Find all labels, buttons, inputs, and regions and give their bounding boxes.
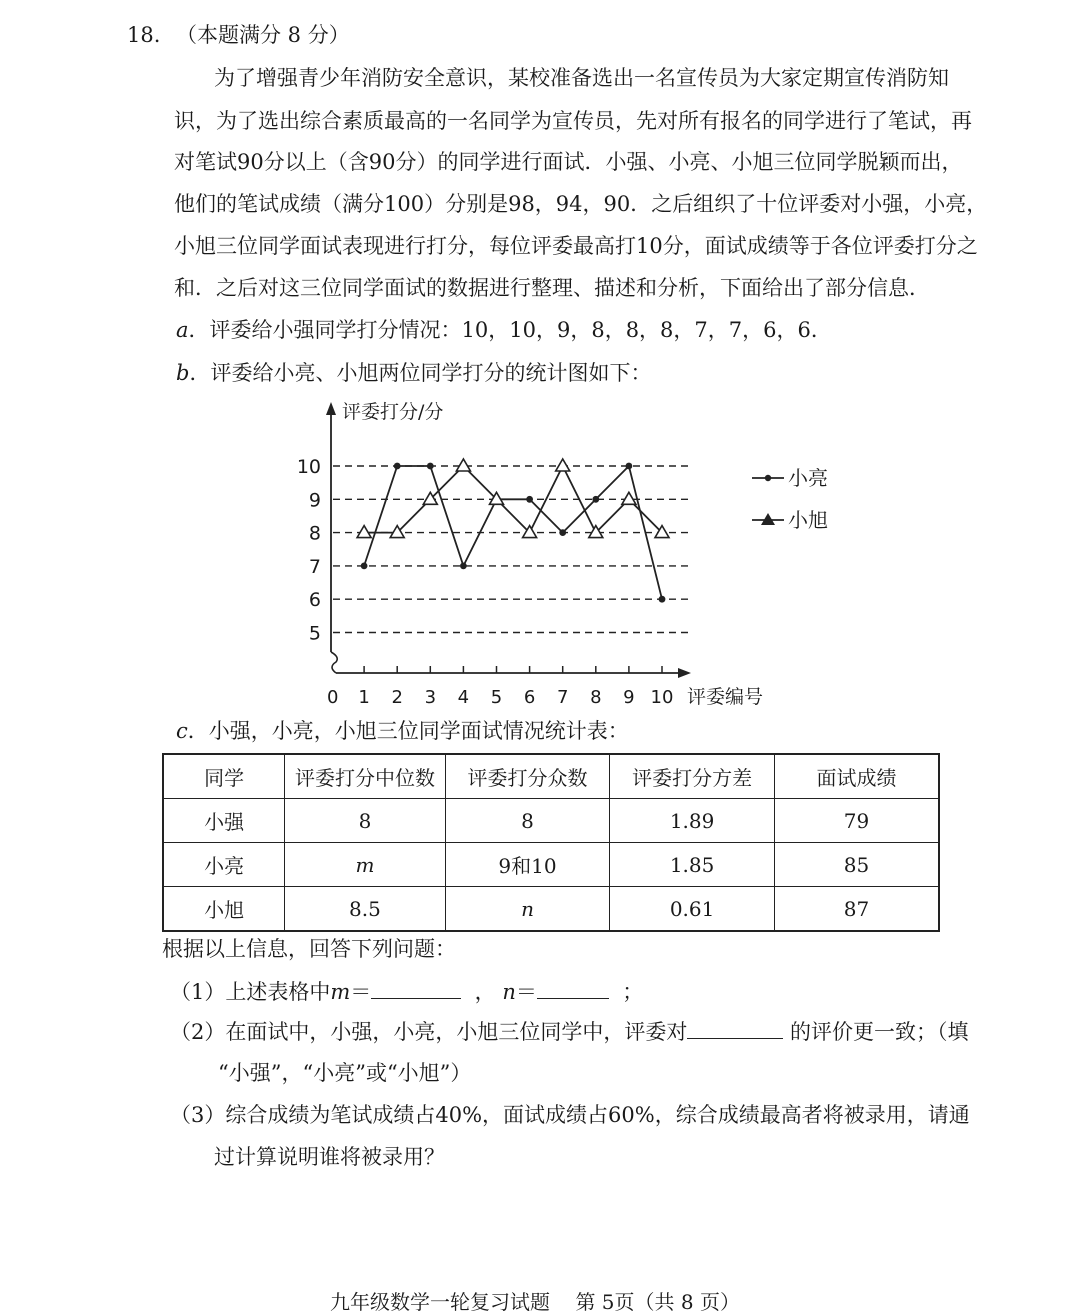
q1-prefix: （1）上述表格中 <box>170 980 331 1004</box>
table-row <box>163 799 939 843</box>
item-c-text: ．小强，小亮，小旭三位同学面试情况统计表： <box>187 719 629 743</box>
x-tick-label: 3 <box>424 687 437 708</box>
legend-label-xiaoxu: 小旭 <box>788 508 828 532</box>
table-row <box>163 887 939 932</box>
x-axis-arrow <box>678 668 691 678</box>
x-tick-label: 1 <box>358 687 370 708</box>
q1-eq-2: ＝ <box>515 980 537 1004</box>
table-header-cell: 评委打分中位数 <box>285 754 446 799</box>
table-header-cell: 评委打分众数 <box>445 754 610 799</box>
score-note: （本题满分 8 分） <box>176 23 350 47</box>
data-point-xiaoliang <box>394 463 401 470</box>
data-point-xiaoxu <box>456 459 470 471</box>
chart-grid <box>333 466 692 633</box>
item-c <box>176 710 629 753</box>
x-tick-label: 7 <box>556 687 569 708</box>
y-tick-label: 5 <box>308 622 321 645</box>
data-point-xiaoliang <box>559 529 566 536</box>
stats-table <box>162 753 940 932</box>
legend-marker-triangle <box>761 513 775 525</box>
table-cell: 8 <box>445 799 610 843</box>
data-point-xiaoliang <box>659 596 666 603</box>
y-axis-label: 评委打分/分 <box>342 401 444 423</box>
table-cell: n <box>445 887 610 932</box>
data-point-xiaoliang <box>460 563 467 570</box>
legend-marker-dot <box>765 475 771 481</box>
question-2 <box>170 1011 969 1054</box>
item-b-label: b <box>176 361 190 385</box>
paragraph-line-4: 他们的笔试成绩（满分100）分别是98，94，90．之后组织了十位评委对小强，小亮， <box>174 192 988 216</box>
item-c-label: c <box>176 719 188 743</box>
data-point-xiaoliang <box>626 463 633 470</box>
paragraph-line-6: 和．之后对这三位同学面试的数据进行整理、描述和分析，下面给出了部分信息． <box>174 276 930 300</box>
table-cell: 87 <box>774 887 939 932</box>
data-point-xiaoliang <box>526 496 533 503</box>
y-tick-label: 7 <box>308 555 321 578</box>
paragraph-line-2: 识，为了选出综合素质最高的一名同学为宣传员，先对所有报名的同学进行了笔试，再 <box>174 109 972 133</box>
q2-blank[interactable] <box>687 1037 783 1039</box>
table-header-cell: 面试成绩 <box>774 754 939 799</box>
q1-n-blank[interactable] <box>537 997 609 999</box>
y-tick-label: 9 <box>308 489 321 512</box>
x-tick-label: 10 <box>650 687 674 708</box>
table-cell: 小亮 <box>163 843 285 887</box>
table-row <box>163 843 939 887</box>
q2-text-b: 的评价更一致；（填 <box>790 1020 969 1044</box>
x-tick-label: 9 <box>623 687 635 708</box>
origin-label: 0 <box>327 687 339 708</box>
paragraph-line-3: 对笔试90分以上（含90分）的同学进行面试．小强、小亮、小旭三位同学脱颖而出， <box>174 150 963 174</box>
question-1 <box>170 971 643 1014</box>
data-point-xiaoliang <box>592 496 599 503</box>
x-tick-label: 8 <box>590 687 602 708</box>
table-header-cell: 同学 <box>163 754 285 799</box>
data-point-xiaoxu <box>622 492 636 504</box>
chart-ticks <box>297 456 674 708</box>
y-axis-break <box>331 652 337 673</box>
table-header-cell: 评委打分方差 <box>610 754 775 799</box>
y-tick-label: 10 <box>296 456 321 478</box>
table-cell: 小强 <box>163 799 285 843</box>
data-point-xiaoxu <box>556 459 570 471</box>
item-b-text: ．评委给小亮、小旭两位同学打分的统计图如下： <box>189 361 652 385</box>
footer-title: 九年级数学一轮复习试题 <box>330 1290 550 1314</box>
table-cell: 79 <box>774 799 939 843</box>
paragraph-line-5: 小旭三位同学面试表现进行打分，每位评委最高打10分，面试成绩等于各位评委打分之 <box>174 234 978 258</box>
q1-n: n <box>502 980 516 1004</box>
table-cell: 0.61 <box>610 887 775 932</box>
questions-intro: 根据以上信息，回答下列问题： <box>162 937 456 961</box>
y-axis-arrow <box>326 402 336 415</box>
chart-legend <box>752 466 828 532</box>
q1-m-blank[interactable] <box>371 997 461 999</box>
data-point-xiaoliang <box>427 463 434 470</box>
table-cell: 1.85 <box>610 843 775 887</box>
table-cell: 小旭 <box>163 887 285 932</box>
table-cell: 1.89 <box>610 799 775 843</box>
x-tick-label: 2 <box>391 687 403 708</box>
q1-m: m <box>330 980 351 1004</box>
q1-mid: ， <box>474 980 496 1004</box>
question-3: （3）综合成绩为笔试成绩占40%，面试成绩占60%，综合成绩最高者将被录用，请通 <box>170 1103 970 1127</box>
table-cell: 8.5 <box>285 887 446 932</box>
x-tick-label: 4 <box>457 687 470 708</box>
question-2-cont: “小强”，“小亮”或“小旭”） <box>218 1061 472 1085</box>
chart-series <box>357 459 669 603</box>
data-point-xiaoliang <box>361 563 368 570</box>
item-a-label: a <box>176 318 189 342</box>
q1-end: ； <box>622 980 644 1004</box>
table-cell: m <box>285 843 446 887</box>
paragraph-line-1: 为了增强青少年消防安全意识，某校准备选出一名宣传员为大家定期宣传消防知 <box>214 66 949 90</box>
x-axis-label: 评委编号 <box>687 686 764 708</box>
legend-label-xiaoliang: 小亮 <box>788 466 828 490</box>
q1-eq: ＝ <box>350 980 372 1004</box>
data-point-xiaoxu <box>357 526 371 538</box>
footer-page: 第 5页（共 8 页） <box>575 1290 740 1314</box>
table-cell: 8 <box>285 799 446 843</box>
x-tick-label: 5 <box>490 687 503 708</box>
item-a-text: ．评委给小强同学打分情况：10，10，9，8，8，8，7，7，6，6． <box>188 318 832 342</box>
table-header-row <box>163 754 939 799</box>
y-tick-label: 8 <box>308 522 321 545</box>
y-tick-label: 6 <box>308 589 321 612</box>
question-number: 18. <box>127 23 161 47</box>
table-cell: 85 <box>774 843 939 887</box>
table-cell: 9和10 <box>445 843 610 887</box>
question-3-cont: 过计算说明谁将被录用？ <box>214 1145 445 1169</box>
q2-text-a: （2）在面试中，小强，小亮，小旭三位同学中，评委对 <box>170 1020 688 1044</box>
x-tick-label: 6 <box>523 687 536 708</box>
footer <box>330 1286 740 1315</box>
